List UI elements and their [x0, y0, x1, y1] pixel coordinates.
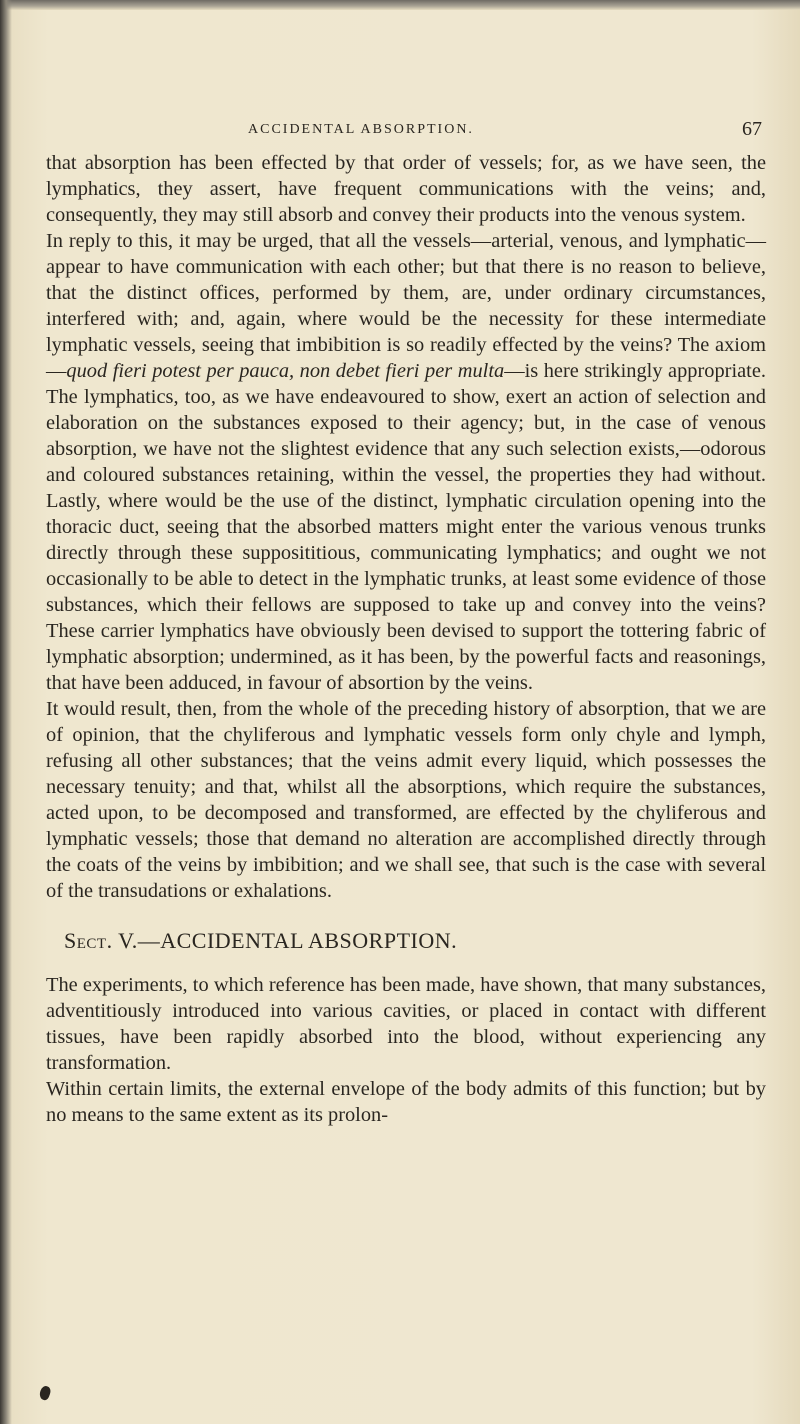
running-head: [0, 118, 800, 148]
binding-edge: [0, 0, 12, 1424]
paragraph-conclusion: It would result, then, from the whole of the preceding history of absorption, that we are of opinion, that the chyliferous and lymphatic vessels form only chyle and lymph, refusing all other substances; that the veins admit every liquid, which possesses the necessary tenuity; and that, whilst all the absorptions, which require the substances, acted upon, to be decomposed and transformed, are effected by the chyliferous and lymphatic vessels; those that demand no alteration are accomplished directly through the coats of the veins by imbibition; and we shall see, that such is the case with several of the transudations or exhalations.: [46, 698, 766, 902]
body-text: [46, 150, 766, 1128]
paragraph-reply-text: In reply to this, it may be urged, that all the vessels—arterial, venous, and lymphatic—appear to have communication with each other; but that there is no reason to believe, that the distinct offices, performed by them, are, under ordinary circumstances, interfered with; and, again, where would be the necessity for these intermediate lymphatic vessels, seeing that imbibition is so readily effected by the veins? The axiom—: [46, 230, 766, 382]
latin-axiom: quod fieri potest per pauca, non debet fieri per multa: [66, 360, 505, 382]
section-heading: [46, 928, 766, 954]
section-paragraph-envelope: Within certain limits, the external envelope of the body admits of this function; but by no means to the same extent as its prolon-: [46, 1078, 766, 1126]
page-top-shadow: [0, 0, 800, 10]
paragraph-continued: that absorption has been effected by that order of vessels; for, as we have seen, the lymphatics, they assert, have frequent communications with the veins; and, consequently, they may still absorb and convey their products into the venous system.: [46, 152, 766, 226]
paragraph-reply-continuation: —is here strikingly appropriate. The lymphatics, too, as we have endeavoured to show, exert an action of selection and elaboration on the substances exposed to their agency; but, in the case of venous absorption, we have not the slightest evidence that any such selection exists,—odorous and coloured substances retaining, within the vessel, the properties they had without. Lastly, where would be the use of the distinct, lymphatic circulation opening into the thoracic duct, seeing that the absorbed matters might enter the various venous trunks directly through these supposititious, communicating lymphatics; and ought we not occasionally to be able to detect in the lymphatic trunks, at least some evidence of those substances, which their fellows are supposed to take up and convey into the veins? These carrier lymphatics have obviously been devised to support the tottering fabric of lymphatic absorption; undermined, as it has been, by the powerful facts and reasonings, that have been adduced, in favour of absortion by the veins.: [46, 360, 766, 694]
paragraph-reply: [46, 228, 766, 696]
page-number: 67: [742, 118, 762, 140]
section-title: —ACCIDENTAL ABSORPTION.: [137, 928, 458, 953]
running-title: ACCIDENTAL ABSORPTION.: [248, 122, 474, 137]
ink-smudge: [38, 1385, 52, 1402]
section-paragraph-experiments: The experiments, to which reference has been made, have shown, that many substances, adventitiously introduced into various cavities, or placed in contact with different tissues, have been rapidly absorbed into the blood, without experiencing any transformation.: [46, 974, 766, 1074]
section-label: Sect. V.: [64, 928, 138, 953]
